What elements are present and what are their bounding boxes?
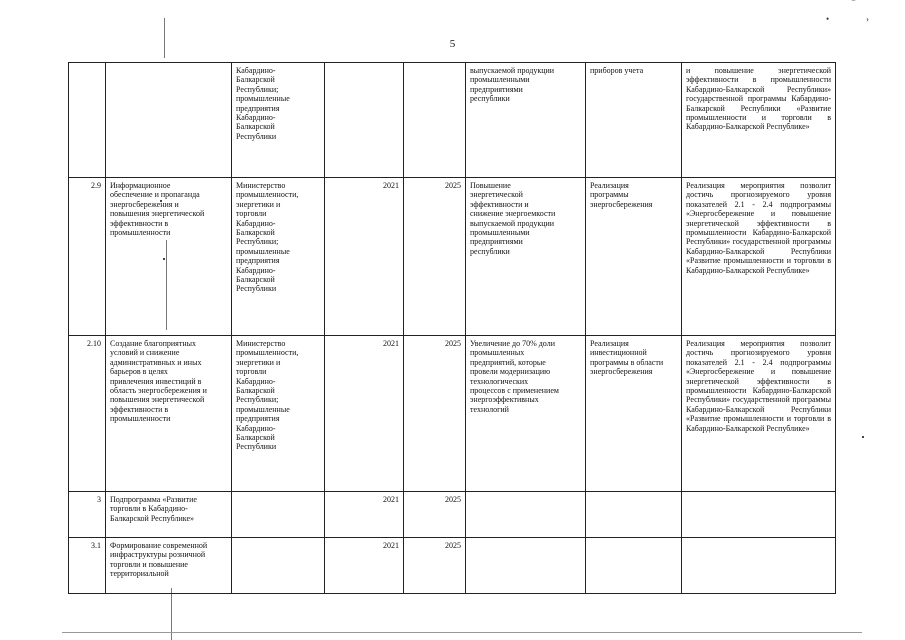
scan-artifact-mark: • [826, 14, 830, 24]
executor [232, 492, 325, 538]
row-number: 2.9 [69, 178, 106, 336]
executor: Министерство промышленности, энергетики и торговли Кабардино- Балкарской Республики; промышленные предприятия Кабардино- Балкарской Республики [232, 178, 325, 336]
table-row [69, 492, 836, 538]
expected-result [466, 538, 586, 594]
row-number: 2.10 [69, 336, 106, 492]
page-number: 5 [449, 38, 456, 50]
scan-artifact-line [164, 18, 165, 58]
indicator-link: Реализация мероприятия позволит достичь прогнозируемого уровня показателей 2.1 - 2.4 подпрограммы «Энергосбережение и повышение энергетической эффективности в промышленности Кабардино-Балкарской Республики» государственной программы Кабардино-Балкарской Республики «Развитие промышленности и торговли в Кабардино-Балкарской Республике» [682, 336, 836, 492]
row-number: 3.1 [69, 538, 106, 594]
end-year: 2025 [404, 336, 466, 492]
table-row [69, 538, 836, 594]
indicator-link: и повышение энергетической эффективности в промышленности Кабардино-Балкарской Республики» государственной программы Кабардино-Балкарской Республики «Развитие промышленности и торговли в Кабардино-Балкарской Республике» [682, 63, 836, 178]
end-year: 2025 [404, 538, 466, 594]
scan-artifact-dot [862, 436, 864, 438]
main-directions: Реализация программы энергосбережения [586, 178, 682, 336]
event-name: Подпрограмма «Развитие торговли в Кабардино- Балкарской Республике» [106, 492, 232, 538]
executor: Министерство промышленности, энергетики и торговли Кабардино- Балкарской Республики; промышленные предприятия Кабардино- Балкарской Республики [232, 336, 325, 492]
start-year [325, 63, 404, 178]
scan-artifact-mark: ‾ [852, 0, 855, 10]
event-name [106, 63, 232, 178]
table-row [69, 336, 836, 492]
footer-rule [62, 632, 862, 633]
expected-result: Повышение энергетической эффективности и снижение энергоемкости выпускаемой продукции промышленными предприятиями республики [466, 178, 586, 336]
expected-result: выпускаемой продукции промышленными предприятиями республики [466, 63, 586, 178]
row-number [69, 63, 106, 178]
main-directions [586, 538, 682, 594]
event-name: Информационное обеспечение и пропаганда энергосбережения и повышения энергетической эффективности в промышленности [106, 178, 232, 336]
indicator-link: Реализация мероприятия позволит достичь прогнозируемого уровня показателей 2.1 - 2.4 подпрограммы «Энергосбережение и повышение энергетической эффективности в промышленности Кабардино-Балкарской Республики» государственной программы Кабардино-Балкарской Республики «Развитие промышленности и торговли в Кабардино-Балкарской Республике» [682, 178, 836, 336]
expected-result [466, 492, 586, 538]
start-year: 2021 [325, 336, 404, 492]
main-directions [586, 492, 682, 538]
indicator-link [682, 538, 836, 594]
start-year: 2021 [325, 178, 404, 336]
expected-result: Увеличение до 70% доли промышленных предприятий, которые провели модернизацию технологических процессов с применением энергоэффективных технологий [466, 336, 586, 492]
start-year: 2021 [325, 538, 404, 594]
row-number: 3 [69, 492, 106, 538]
event-name: Формирование современной инфраструктуры розничной торговли и повышение территориальной [106, 538, 232, 594]
table-row [69, 178, 836, 336]
main-directions: Реализация инвестиционной программы в области энергосбережения [586, 336, 682, 492]
start-year: 2021 [325, 492, 404, 538]
indicator-link [682, 492, 836, 538]
table-row [69, 63, 836, 178]
scan-artifact-mark: › [866, 14, 869, 24]
end-year: 2025 [404, 178, 466, 336]
executor [232, 538, 325, 594]
end-year: 2025 [404, 492, 466, 538]
executor: Кабардино- Балкарской Республики; промышленные предприятия Кабардино- Балкарской Республики [232, 63, 325, 178]
event-name: Создание благоприятных условий и снижение административных и иных барьеров в целях привлечения инвестиций в область энергосбережения и повышения энергетической эффективности в промышленности [106, 336, 232, 492]
main-directions: приборов учета [586, 63, 682, 178]
end-year [404, 63, 466, 178]
program-table [68, 62, 836, 594]
